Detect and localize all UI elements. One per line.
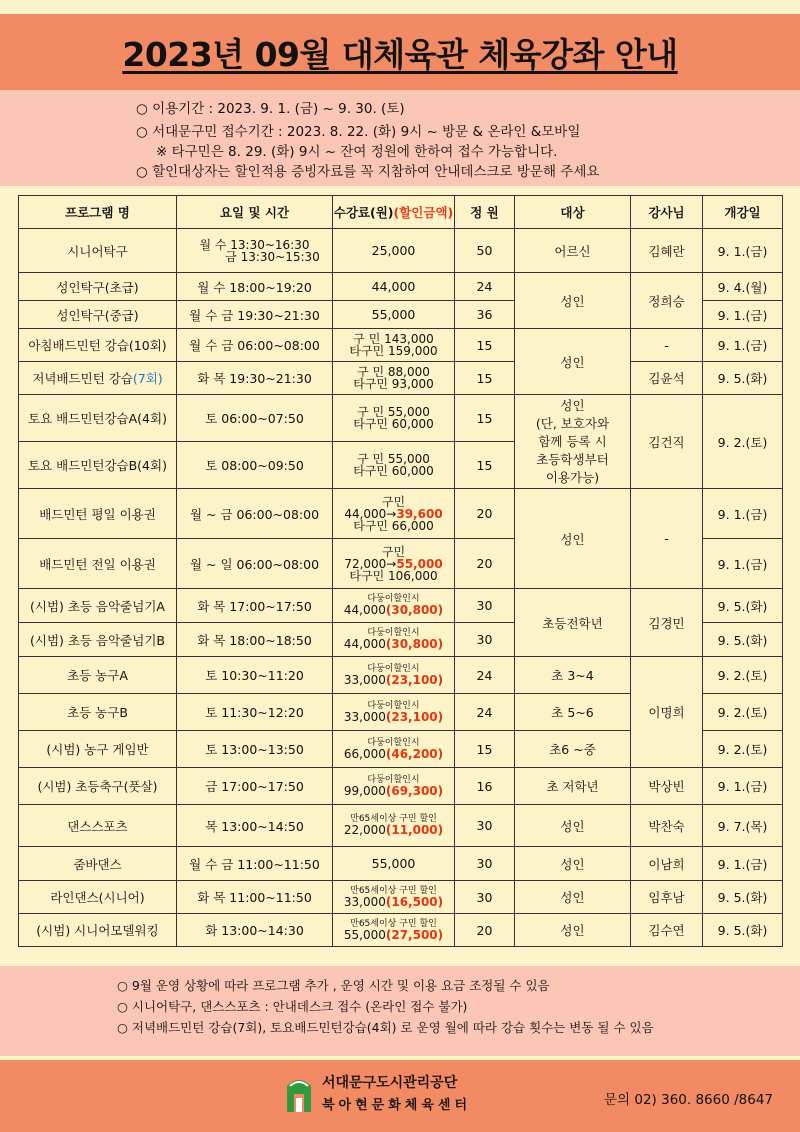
start-date: 9. 5.(화) <box>703 914 783 947</box>
program-name: (시범) 초등 음악줄넘기B <box>19 623 177 657</box>
table-header-row <box>19 196 783 229</box>
fee-discount: 39,600 <box>396 506 443 521</box>
fee <box>333 442 455 489</box>
schedule: 토 13:00~13:50 <box>177 731 333 768</box>
fee-note: 다둥이할인시 <box>367 774 420 785</box>
info-other-district: ※ 타구민은 8. 29. (화) 9시 ~ 잔여 정원에 한하여 접수 가능합니다. <box>156 144 558 160</box>
start-date: 9. 1.(금) <box>703 301 783 329</box>
schedule: 금 17:00~17:50 <box>177 768 333 805</box>
instructor: 박찬숙 <box>631 805 703 847</box>
fee <box>333 731 455 768</box>
capacity: 20 <box>455 489 515 539</box>
capacity: 30 <box>455 881 515 914</box>
fee-discount: (16,500) <box>385 894 444 909</box>
header-capacity: 정 원 <box>455 196 515 229</box>
fee-note: 만65세이상 구민 할인 <box>350 885 437 896</box>
note-item: ○ 9월 운영 상황에 따라 프로그램 추가 , 운영 시간 및 이용 요금 조정될 수 있음 <box>117 978 550 993</box>
fee <box>333 768 455 805</box>
instructor: 김경민 <box>631 589 703 657</box>
info-section <box>0 90 800 186</box>
fee-original: 22,000 <box>343 823 386 837</box>
table-row <box>19 395 783 442</box>
table-row <box>19 881 783 914</box>
table-row <box>19 273 783 301</box>
program-name-text: 저녁배드민턴 강습 <box>32 371 133 386</box>
fee-note: 다둥이할인시 <box>367 628 420 638</box>
fee-amount <box>333 711 454 724</box>
schedule: 월 수 금 06:00~08:00 <box>177 329 333 362</box>
fee-note: 다둥이할인시 <box>367 594 420 604</box>
schedule: 화 목 19:30~21:30 <box>177 362 333 395</box>
fee <box>333 489 455 539</box>
fee-note: 다둥이할인시 <box>367 700 420 711</box>
header-program: 프로그램 명 <box>19 196 177 229</box>
page-title: 2023년 09월 대체육관 체육강좌 안내 <box>122 34 678 74</box>
fee-discount: 55,000 <box>396 556 443 571</box>
capacity: 24 <box>455 273 515 301</box>
instructor: 김건직 <box>631 395 703 489</box>
capacity: 30 <box>455 589 515 623</box>
table-row <box>19 914 783 947</box>
fee: 25,000 <box>333 229 455 273</box>
fee <box>333 694 455 731</box>
fee: 55,000 <box>333 847 455 881</box>
program-name: 댄스스포츠 <box>19 805 177 847</box>
capacity: 15 <box>455 329 515 362</box>
table-row <box>19 489 783 539</box>
fee-nonresident: 타구민 60,000 <box>353 417 434 431</box>
target: 성인 <box>515 329 631 395</box>
start-date: 9. 1.(금) <box>703 229 783 273</box>
contact-phone: 문의 02) 360. 8660 /8647 <box>604 1092 774 1108</box>
schedule: 화 목 18:00~18:50 <box>177 623 333 657</box>
header-instructor: 강사님 <box>631 196 703 229</box>
capacity: 30 <box>455 847 515 881</box>
schedule: 월 ~ 일 06:00~08:00 <box>177 539 333 589</box>
table-row <box>19 657 783 694</box>
fee-label: 구민 <box>381 494 406 509</box>
fee <box>333 805 455 847</box>
instructor: - <box>631 489 703 589</box>
table-row <box>19 329 783 362</box>
fee-discount: (69,300) <box>385 783 444 798</box>
fee-note: 만65세이상 구민 할인 <box>350 918 437 929</box>
program-name: 성인탁구(중급) <box>19 301 177 329</box>
footer <box>0 1060 800 1132</box>
instructor: 박상빈 <box>631 768 703 805</box>
fee-discount: (23,100) <box>385 709 444 724</box>
start-date: 9. 7.(목) <box>703 805 783 847</box>
table-row <box>19 229 783 273</box>
instructor: 김수연 <box>631 914 703 947</box>
schedule: 목 13:00~14:50 <box>177 805 333 847</box>
fee <box>333 589 455 623</box>
capacity: 30 <box>455 805 515 847</box>
program-name: 아침배드민턴 강습(10회) <box>19 329 177 362</box>
schedule <box>177 229 333 273</box>
start-date: 9. 1.(금) <box>703 768 783 805</box>
fee-original: 44,000 <box>343 603 386 617</box>
capacity: 20 <box>455 539 515 589</box>
target: 초 3~4 <box>515 657 631 694</box>
fee-nonresident: 타구민 106,000 <box>349 568 438 583</box>
target: 초등전학년 <box>515 589 631 657</box>
table-row <box>19 589 783 623</box>
target: 초 저학년 <box>515 768 631 805</box>
table-row <box>19 847 783 881</box>
info-resident-registration: ○ 서대문구민 접수기간 : 2023. 8. 22. (화) 9시 ~ 방문 & 온라인 &모바일 <box>136 124 581 140</box>
fee-nonresident: 타구민 159,000 <box>349 344 438 358</box>
capacity: 50 <box>455 229 515 273</box>
fee-amount <box>333 824 454 837</box>
start-date: 9. 4.(월) <box>703 273 783 301</box>
notes-section <box>0 966 800 1056</box>
fee <box>333 329 455 362</box>
header-fee <box>333 196 455 229</box>
schedule-line: 월 수 13:30~16:30 <box>199 237 310 252</box>
target: 성인 (단, 보호자와 함께 등록 시 초등학생부터 이용가능) <box>515 395 631 489</box>
fee-amount <box>333 604 454 617</box>
schedule: 토 11:30~12:20 <box>177 694 333 731</box>
fee-original: 33,000 <box>343 894 386 909</box>
program-name: (시범) 농구 게임반 <box>19 731 177 768</box>
start-date: 9. 2.(토) <box>703 395 783 489</box>
fee-original: 44,000 <box>343 637 386 651</box>
table-row <box>19 805 783 847</box>
fee-amount <box>333 896 454 909</box>
fee-original: 72,000→ <box>344 556 397 571</box>
fee-discount: (46,200) <box>385 746 444 761</box>
target: 성인 <box>515 881 631 914</box>
start-date: 9. 5.(화) <box>703 589 783 623</box>
instructor: 임후남 <box>631 881 703 914</box>
schedule: 화 13:00~14:30 <box>177 914 333 947</box>
fee <box>333 881 455 914</box>
program-name: 초등 농구B <box>19 694 177 731</box>
program-name: 배드민턴 전일 이용권 <box>19 539 177 589</box>
program-name: 토요 배드민턴강습B(4회) <box>19 442 177 489</box>
program-name <box>19 362 177 395</box>
schedule: 월 수 금 11:00~11:50 <box>177 847 333 881</box>
program-name: 시니어탁구 <box>19 229 177 273</box>
schedule: 토 10:30~11:20 <box>177 657 333 694</box>
fee-amount <box>333 638 454 651</box>
fee-original: 44,000→ <box>344 506 397 521</box>
fee-discount: (11,000) <box>385 823 444 837</box>
center-name: 북아현문화체육센터 <box>322 1098 472 1113</box>
info-discount: ○ 할인대상자는 할인적용 증빙자료를 꼭 지참하여 안내데스크로 방문해 주세요 <box>136 164 600 180</box>
note-item: ○ 시니어탁구, 댄스스포츠 : 안내데스크 접수 (온라인 접수 불가) <box>117 999 468 1014</box>
start-date: 9. 1.(금) <box>703 329 783 362</box>
fee-amount <box>333 929 454 942</box>
capacity: 24 <box>455 694 515 731</box>
note-item: ○ 저녁배드민턴 강습(7회), 토요배드민턴강습(4회) 로 운영 월에 따라 강습 횟수는 변동 될 수 있음 <box>117 1020 654 1035</box>
instructor: 이명희 <box>631 657 703 768</box>
table-row <box>19 768 783 805</box>
capacity: 15 <box>455 395 515 442</box>
capacity: 30 <box>455 623 515 657</box>
program-name: (시범) 초등 음악줄넘기A <box>19 589 177 623</box>
fee-original: 33,000 <box>343 709 386 724</box>
capacity: 16 <box>455 768 515 805</box>
instructor: - <box>631 329 703 362</box>
fee <box>333 657 455 694</box>
schedule: 토 06:00~07:50 <box>177 395 333 442</box>
schedule: 토 08:00~09:50 <box>177 442 333 489</box>
instructor: 김윤석 <box>631 362 703 395</box>
fee-discount: (27,500) <box>385 927 444 942</box>
header-target: 대상 <box>515 196 631 229</box>
header-fee-discount: (할인금액) <box>393 205 454 220</box>
fee-amount <box>333 785 454 798</box>
program-name: 성인탁구(초급) <box>19 273 177 301</box>
fee-nonresident: 타구민 66,000 <box>353 518 434 533</box>
schedule-line: 금 13:30~15:30 <box>225 249 320 264</box>
capacity: 15 <box>455 442 515 489</box>
fee-amount <box>333 674 454 687</box>
fee: 55,000 <box>333 301 455 329</box>
fee <box>333 539 455 589</box>
info-period: ○ 이용기간 : 2023. 9. 1. (금) ~ 9. 30. (토) <box>136 101 405 117</box>
fee-original: 33,000 <box>343 672 386 687</box>
fee-nonresident: 타구민 60,000 <box>353 464 434 478</box>
capacity: 15 <box>455 731 515 768</box>
program-table <box>18 195 783 947</box>
fee-nonresident: 타구민 93,000 <box>353 377 434 391</box>
capacity: 15 <box>455 362 515 395</box>
fee-original: 66,000 <box>343 746 386 761</box>
program-name: 토요 배드민턴강습A(4회) <box>19 395 177 442</box>
fee-label: 구민 <box>381 544 406 559</box>
schedule: 화 목 17:00~17:50 <box>177 589 333 623</box>
schedule: 화 목 11:00~11:50 <box>177 881 333 914</box>
session-count: (7회) <box>132 371 163 386</box>
schedule: 월 ~ 금 06:00~08:00 <box>177 489 333 539</box>
capacity: 24 <box>455 657 515 694</box>
title-bar <box>0 14 800 90</box>
start-date: 9. 5.(화) <box>703 362 783 395</box>
fee-resident: 구 민 88,000 <box>357 365 430 379</box>
start-date: 9. 1.(금) <box>703 489 783 539</box>
header-start-date: 개강일 <box>703 196 783 229</box>
fee: 44,000 <box>333 273 455 301</box>
fee <box>333 362 455 395</box>
fee-resident <box>333 508 454 520</box>
program-name: 줌바댄스 <box>19 847 177 881</box>
fee-original: 55,000 <box>343 927 386 942</box>
organization-logo-icon <box>284 1074 314 1114</box>
start-date: 9. 1.(금) <box>703 847 783 881</box>
instructor: 이남희 <box>631 847 703 881</box>
fee-note: 다둥이할인시 <box>367 663 420 674</box>
start-date: 9. 1.(금) <box>703 539 783 589</box>
program-name: (시범) 초등축구(풋살) <box>19 768 177 805</box>
target: 초6 ~중 <box>515 731 631 768</box>
fee-resident: 구 민 143,000 <box>353 332 434 346</box>
fee-discount: (30,800) <box>385 637 444 651</box>
program-name: 배드민턴 평일 이용권 <box>19 489 177 539</box>
capacity: 20 <box>455 914 515 947</box>
program-name: (시범) 시니어모델워킹 <box>19 914 177 947</box>
header-schedule: 요일 및 시간 <box>177 196 333 229</box>
start-date: 9. 2.(토) <box>703 694 783 731</box>
schedule: 월 수 금 19:30~21:30 <box>177 301 333 329</box>
header-fee-label: 수강료(원) <box>333 205 394 220</box>
fee <box>333 623 455 657</box>
fee-note: 만65세이상 구민 할인 <box>350 814 437 824</box>
instructor: 정희승 <box>631 273 703 329</box>
organization-name: 서대문구도시관리공단 <box>322 1075 458 1091</box>
schedule: 월 수 18:00~19:20 <box>177 273 333 301</box>
start-date: 9. 5.(화) <box>703 881 783 914</box>
fee-discount: (30,800) <box>385 603 444 617</box>
start-date: 9. 2.(토) <box>703 731 783 768</box>
fee-resident: 구 민 55,000 <box>357 405 430 419</box>
fee-amount <box>333 748 454 761</box>
target: 성인 <box>515 489 631 589</box>
program-name: 초등 농구A <box>19 657 177 694</box>
fee-discount: (23,100) <box>385 672 444 687</box>
capacity: 36 <box>455 301 515 329</box>
start-date: 9. 5.(화) <box>703 623 783 657</box>
fee-resident <box>333 558 454 570</box>
target: 성인 <box>515 805 631 847</box>
program-name: 라인댄스(시니어) <box>19 881 177 914</box>
fee-original: 99,000 <box>343 783 386 798</box>
fee <box>333 914 455 947</box>
target: 초 5~6 <box>515 694 631 731</box>
table-row <box>19 362 783 395</box>
fee-resident: 구 민 55,000 <box>357 452 430 466</box>
target: 성인 <box>515 273 631 329</box>
target: 성인 <box>515 847 631 881</box>
program-table-wrapper <box>18 195 782 947</box>
fee <box>333 395 455 442</box>
target: 성인 <box>515 914 631 947</box>
instructor: 김혜란 <box>631 229 703 273</box>
start-date: 9. 2.(토) <box>703 657 783 694</box>
target: 어르신 <box>515 229 631 273</box>
fee-note: 다둥이할인시 <box>367 737 420 748</box>
